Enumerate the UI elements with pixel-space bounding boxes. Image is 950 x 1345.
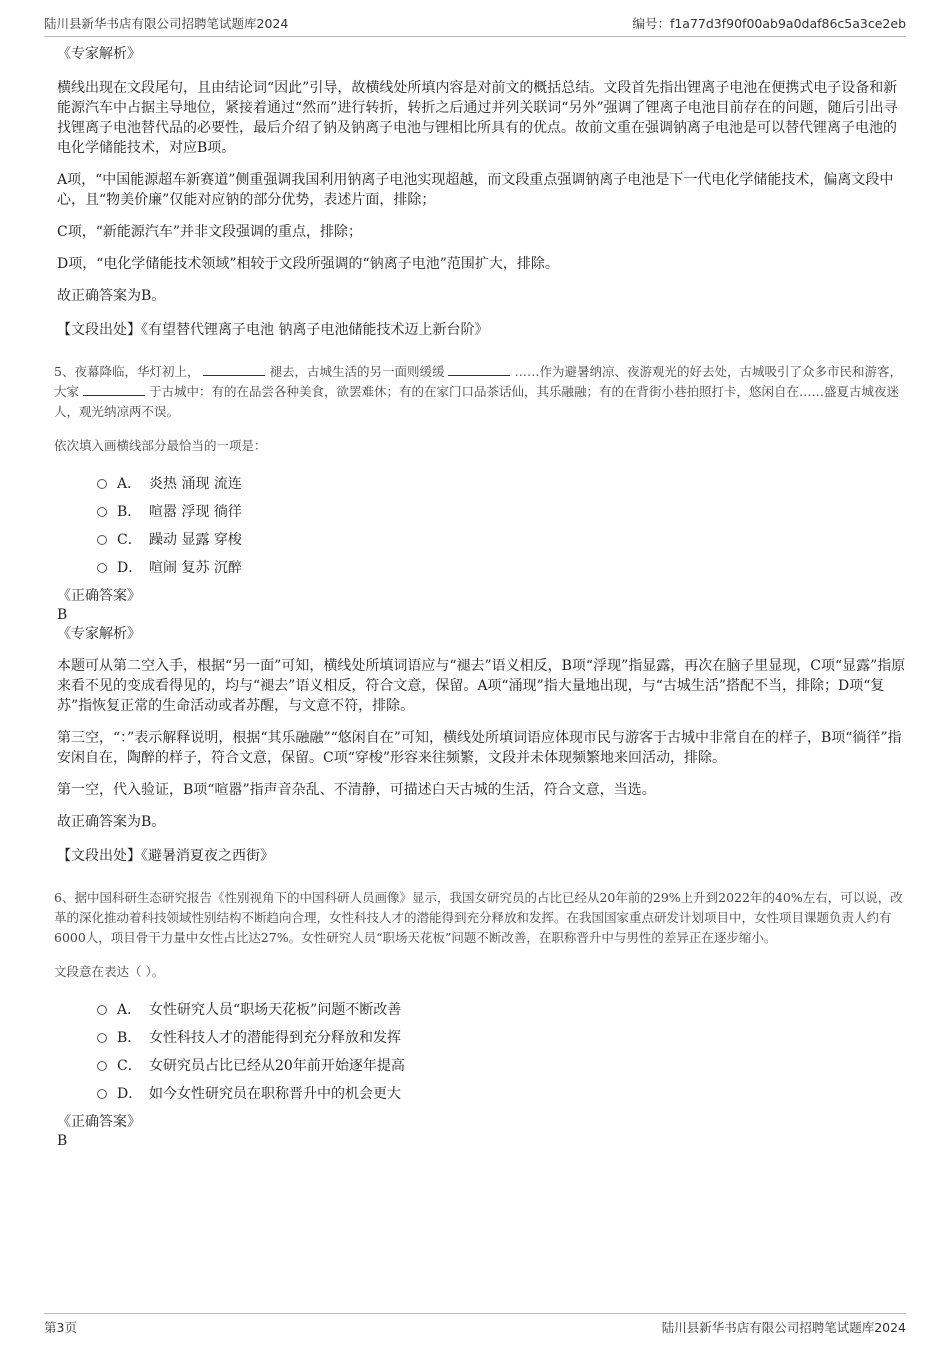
option-letter: A． — [117, 1002, 142, 1018]
q6-option-b[interactable] — [97, 1024, 906, 1052]
radio-icon[interactable] — [97, 479, 107, 489]
q5-blank-3 — [83, 383, 145, 396]
q5-stem-part-2: 褪去，古城生活的另一面则缓缓 — [269, 364, 445, 379]
q5-source: 【文段出处】《避暑消夏夜之西街》 — [57, 848, 274, 864]
radio-icon[interactable] — [97, 535, 107, 545]
q4-analysis-para-5: 故正确答案为B。 — [57, 288, 166, 304]
option-text: 女性研究人员“职场天花板”问题不断改善 — [149, 1002, 402, 1018]
q6-option-d[interactable] — [97, 1080, 906, 1108]
q5-blank-1 — [203, 363, 265, 376]
page-content — [54, 44, 906, 1150]
q6-answer: B — [57, 1133, 68, 1149]
q5-analysis-label: 《专家解析》 — [57, 626, 141, 642]
q6-prompt: 文段意在表达（ ）。 — [54, 964, 165, 979]
q4-analysis-para-3: C项，“新能源汽车”并非文段强调的重点，排除； — [57, 224, 363, 240]
option-letter: C． — [117, 1058, 142, 1074]
q5-analysis-para-4: 故正确答案为B。 — [57, 814, 166, 830]
option-text: 喧闹 复苏 沉醉 — [149, 560, 242, 576]
q5-options — [97, 470, 906, 582]
document-id: 编号：f1a77d3f90f00ab9a0daf86c5a3ce2eb — [632, 16, 906, 31]
q5-stem — [54, 362, 906, 422]
q5-option-d[interactable] — [97, 554, 906, 582]
q5-option-b[interactable] — [97, 498, 906, 526]
option-text: 女性科技人才的潜能得到充分释放和发挥 — [149, 1030, 401, 1046]
option-text: 如今女性研究员在职称晋升中的机会更大 — [149, 1086, 401, 1102]
option-text: 炎热 涌现 流连 — [149, 476, 242, 492]
option-text: 躁动 显露 穿梭 — [149, 532, 242, 548]
q5-analysis-para-1: 本题可从第二空入手，根据“另一面”可知，横线处所填词语应与“褪去”语义相反，B项“浮现”指显露，再次在脑子里显现，C项“显露”指原来看不见的变成看得见的，均与“褪去”语义相反，符合文意，保留。A项“涌现”指大量地出现，与“古城生活”搭配不当，排除；D项“复苏”指恢复正常的生命活动或者苏醒，与文意不符，排除。 — [57, 658, 906, 714]
option-letter: D． — [117, 560, 143, 576]
q5-analysis-para-2: 第三空，“：”表示解释说明，根据“其乐融融”“悠闲自在”可知，横线处所填词语应体现市民与游客于古城中非常自在的样子，B项“徜徉”指安闲自在，陶醉的样子，符合文意，保留。C项“穿梭”形容来往频繁，文段并未体现频繁地来回活动，排除。 — [57, 730, 902, 766]
q5-option-c[interactable] — [97, 526, 906, 554]
q6-option-a[interactable] — [97, 996, 906, 1024]
q5-analysis-para-3: 第一空，代入验证，B项“喧嚣”指声音杂乱、不清静，可描述白天古城的生活，符合文意，当选。 — [57, 782, 656, 798]
q6-answer-label: 《正确答案》 — [57, 1114, 141, 1130]
option-letter: C． — [117, 532, 142, 548]
option-letter: A． — [117, 476, 142, 492]
footer-title: 陆川县新华书店有限公司招聘笔试题库2024 — [661, 1320, 906, 1335]
q5-option-a[interactable] — [97, 470, 906, 498]
q5-blank-2 — [448, 363, 510, 376]
option-letter: B． — [117, 1030, 142, 1046]
q5-prompt: 依次填入画横线部分最恰当的一项是： — [54, 438, 267, 453]
q6-stem: 6、据中国科研生态研究报告《性别视角下的中国科研人员画像》显示，我国女研究员的占比已经从20年前的29%上升到2022年的40%左右，可以说，改革的深化推动着科技领域性别结构不断趋向合理，女性科技人才的潜能得到充分释放和发挥。在我国国家重点研发计划项目中，女性项目课题负责人约有6000人，项目骨干力量中女性占比达27%。女性研究人员“职场天花板”问题不断改善，在职称晋升中与男性的差异正在逐步缩小。 — [54, 890, 903, 945]
page-number: 第3页 — [44, 1320, 77, 1335]
q4-analysis-para-1: 横线出现在文段尾句，且由结论词“因此”引导，故横线处所填内容是对前文的概括总结。文段首先指出锂离子电池在便携式电子设备和新能源汽车中占据主导地位，紧接着通过“然而”进行转折，转折之后通过并列关联词“另外”强调了锂离子电池目前存在的问题，随后引出寻找锂离子电池替代品的必要性，最后介绍了钠及钠离子电池与锂相比所具有的优点。故前文重在强调钠离子电池是可以替代锂离子电池的电化学储能技术，对应B项。 — [57, 80, 898, 156]
option-text: 喧嚣 浮现 徜徉 — [149, 504, 242, 520]
page-header — [44, 14, 906, 37]
option-letter: B． — [117, 504, 142, 520]
q5-stem-part-4: 于古城中：有的在品尝各种美食，欲罢难休；有的在家门口品茶话仙，其乐融融；有的在背街小巷拍照打卡，悠闲自在……盛夏古城夜迷人，观光纳凉两不误。 — [54, 384, 900, 419]
q5-answer: B — [57, 607, 68, 623]
q4-analysis-label: 《专家解析》 — [57, 46, 141, 62]
radio-icon[interactable] — [97, 1089, 107, 1099]
q5-stem-part-3: ……作为避暑纳凉、夜游观光的好去处，古城吸引了众多市民和游客，大家 — [54, 364, 902, 399]
option-text: 女研究员占比已经从20年前开始逐年提高 — [149, 1058, 405, 1074]
radio-icon[interactable] — [97, 1033, 107, 1043]
radio-icon[interactable] — [97, 1061, 107, 1071]
q4-source: 【文段出处】《有望替代锂离子电池 钠离子电池储能技术迈上新台阶》 — [57, 322, 489, 338]
q6-options — [97, 996, 906, 1108]
q4-analysis-para-2: A项，“中国能源超车新赛道”侧重强调我国利用钠离子电池实现超越，而文段重点强调钠离子电池是下一代电化学储能技术，偏离文段中心，且“物美价廉”仅能对应钠的部分优势，表述片面，排除； — [57, 172, 894, 208]
radio-icon[interactable] — [97, 507, 107, 517]
q5-stem-part-1: 5、夜幕降临，华灯初上， — [54, 364, 200, 379]
q4-analysis-para-4: D项，“电化学储能技术领域”相较于文段所强调的“钠离子电池”范围扩大，排除。 — [57, 256, 559, 272]
page-footer — [44, 1313, 906, 1336]
q5-answer-label: 《正确答案》 — [57, 588, 141, 604]
radio-icon[interactable] — [97, 1005, 107, 1015]
option-letter: D． — [117, 1086, 143, 1102]
header-title: 陆川县新华书店有限公司招聘笔试题库2024 — [44, 16, 289, 31]
radio-icon[interactable] — [97, 563, 107, 573]
q6-option-c[interactable] — [97, 1052, 906, 1080]
